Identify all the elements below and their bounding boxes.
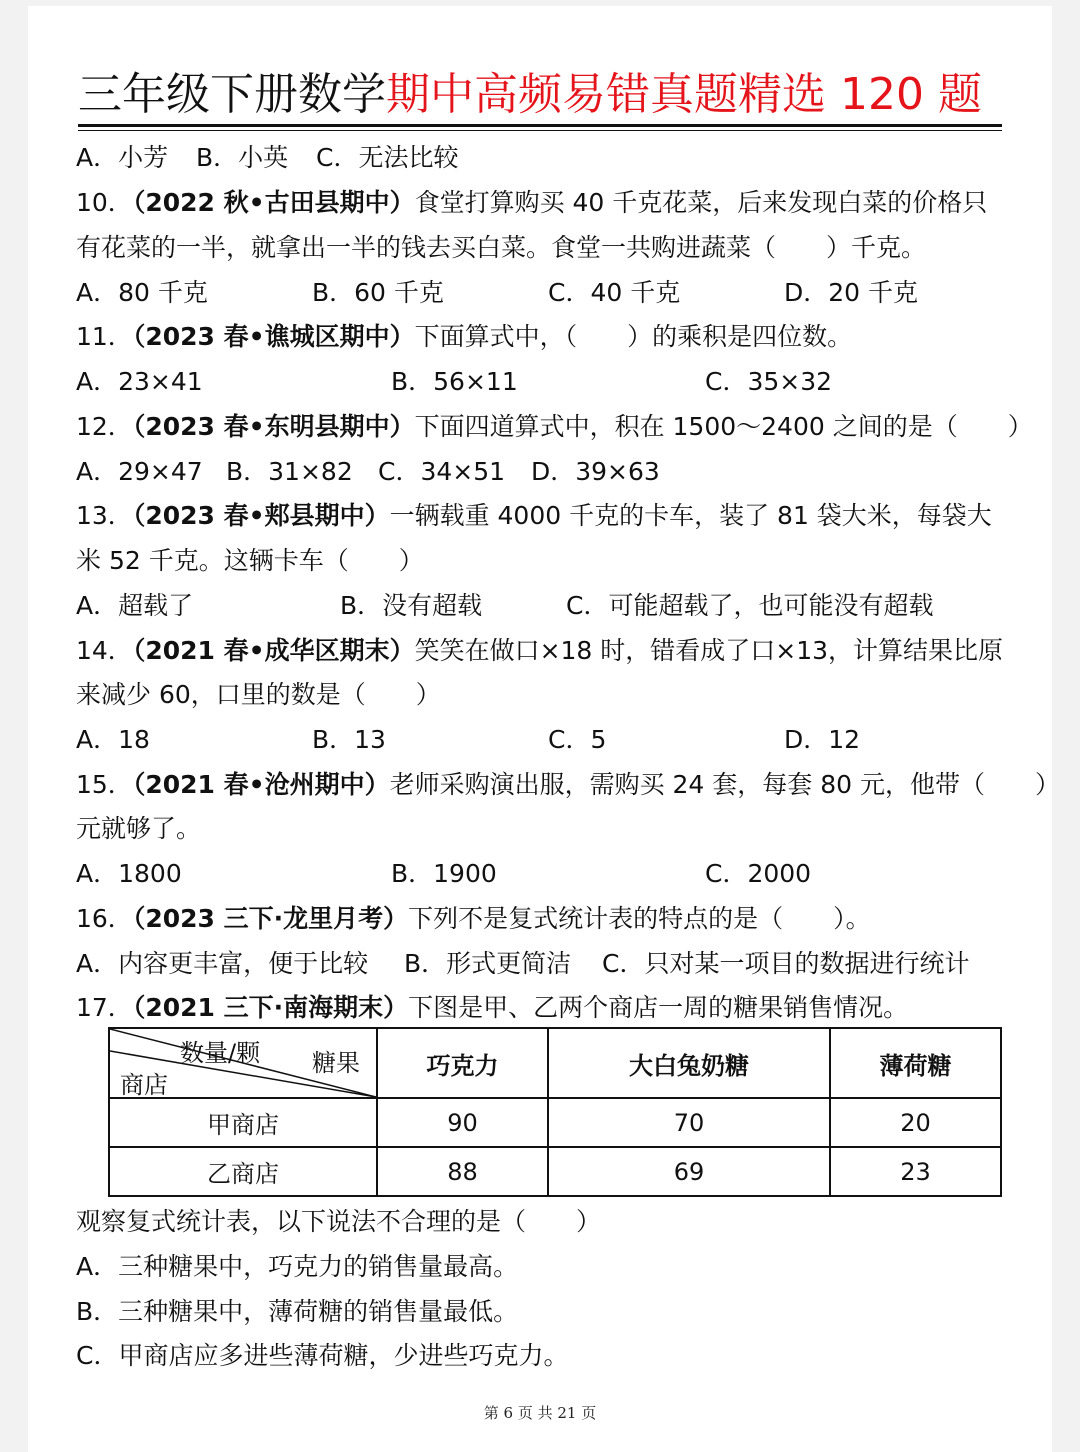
q10-line2: 有花菜的一半，就拿出一半的钱去买白菜。食堂一共购进蔬菜（ ）千克。 [76,233,927,262]
table-cell: 70 [548,1098,830,1147]
q10-text1: 食堂打算购买 40 千克花菜，后来发现白菜的价格只 [414,188,988,217]
q12-line1 [76,409,1033,445]
q15-number: 15． [76,770,133,799]
q12-number: 12． [76,412,133,441]
q10-option-d: D．20 千克 [784,278,919,307]
q10-option-c: C．40 千克 [548,278,681,307]
row-label: 乙商店 [109,1147,377,1196]
q13-option-b: B．没有超载 [340,591,483,620]
q13-number: 13． [76,501,133,530]
table-cell: 88 [377,1147,548,1196]
column-header: 薄荷糖 [830,1028,1001,1098]
table-corner-cell [109,1028,377,1098]
table-row [109,1098,1001,1147]
row-label: 甲商店 [109,1098,377,1147]
q15-option-c: C．2000 [705,859,812,888]
corner-label-candy: 糖果 [312,1049,360,1077]
table-cell: 90 [377,1098,548,1147]
corner-label-quantity: 数量/颗 [180,1039,261,1067]
q12-option-b: B．31×82 [226,457,353,486]
q12-option-d: D．39×63 [531,457,660,486]
q11-option-c: C．35×32 [705,367,833,396]
q14-line1 [76,633,1003,669]
title-rule-thin [78,130,1002,131]
table-row [109,1147,1001,1196]
q17-number: 17． [76,993,133,1022]
corner-label-store: 商店 [120,1071,168,1099]
page-number-footer: 第 6 页 共 21 页 [483,1404,597,1422]
table-cell: 23 [830,1147,1001,1196]
q14-option-d: D．12 [784,725,861,754]
q14-option-c: C．5 [548,725,607,754]
q17-source: （2021 三下·南海期末） [132,993,409,1022]
q14-text1: 笑笑在做口×18 时，错看成了口×13，计算结果比原 [414,636,1004,665]
q10-source: （2022 秋•古田县期中） [132,188,415,217]
q17-option-b: B．三种糖果中，薄荷糖的销售量最低。 [76,1297,519,1326]
q16-line1 [76,901,871,937]
page-title [78,62,1008,128]
q11-text1: 下面算式中，（ ）的乘积是四位数。 [414,322,853,351]
q11-number: 11． [76,322,133,351]
q10-option-a: A．80 千克 [76,278,208,307]
q15-option-a: A．1800 [76,859,182,888]
q9-option-a: A．小芳 [76,143,169,172]
q13-line1 [76,498,992,534]
q14-option-b: B．13 [312,725,386,754]
q17-option-c: C．甲商店应多进些薄荷糖，少进些巧克力。 [76,1341,569,1370]
q16-text1: 下列不是复式统计表的特点的是（ ）。 [408,904,871,933]
title-rule-thick [78,124,1002,127]
q17-option-a: A．三种糖果中，巧克力的销售量最高。 [76,1252,519,1281]
q17-text1: 下图是甲、乙两个商店一周的糖果销售情况。 [408,993,909,1022]
q13-source: （2023 春•郏县期中） [132,501,390,530]
q13-option-a: A．超载了 [76,591,194,620]
q17-line1 [76,990,908,1026]
q10-number: 10． [76,188,133,217]
q9-option-b: B．小英 [196,143,289,172]
q10-line1 [76,185,987,221]
q13-text1: 一辆载重 4000 千克的卡车，装了 81 袋大米，每袋大 [389,501,992,530]
q9-option-c: C．无法比较 [316,143,459,172]
q11-option-a: A．23×41 [76,367,203,396]
q13-line2: 米 52 千克。这辆卡车（ ） [76,546,424,575]
q10-option-b: B．60 千克 [312,278,444,307]
q17-question: 观察复式统计表，以下说法不合理的是（ ） [76,1207,602,1236]
q15-text1: 老师采购演出服，需购买 24 套，每套 80 元，他带（ ） [389,770,1060,799]
q12-option-a: A．29×47 [76,457,203,486]
q12-option-c: C．34×51 [378,457,506,486]
table-cell: 20 [830,1098,1001,1147]
document-page [28,6,1060,1452]
q12-source: （2023 春•东明县期中） [132,412,415,441]
q11-option-b: B．56×11 [391,367,518,396]
q16-option-c: C．只对某一项目的数据进行统计 [602,949,970,978]
q12-text1: 下面四道算式中，积在 1500～2400 之间的是（ ） [414,412,1033,441]
q15-option-b: B．1900 [391,859,497,888]
table-header-row [109,1028,1001,1098]
title-red-part: 期中高频易错真题精选 120 题 [386,69,982,120]
q13-option-c: C．可能超载了，也可能没有超载 [566,591,934,620]
q15-source: （2021 春•沧州期中） [132,770,390,799]
q16-source: （2023 三下·龙里月考） [132,904,409,933]
q11-line1 [76,319,852,355]
q16-option-a: A．内容更丰富，便于比较 [76,949,369,978]
q14-source: （2021 春•成华区期末） [132,636,415,665]
diagonal-header [110,1029,376,1097]
title-black-part: 三年级下册数学 [78,69,386,120]
q15-line2: 元就够了。 [76,814,202,843]
candy-sales-table [108,1027,1002,1197]
column-header: 巧克力 [377,1028,548,1098]
q14-line2: 来减少 60，口里的数是（ ） [76,680,441,709]
column-header: 大白兔奶糖 [548,1028,830,1098]
q14-option-a: A．18 [76,725,150,754]
q16-option-b: B．形式更简洁 [404,949,572,978]
q16-number: 16． [76,904,133,933]
q11-source: （2023 春•谯城区期中） [132,322,415,351]
q14-number: 14． [76,636,133,665]
table-cell: 69 [548,1147,830,1196]
q15-line1 [76,767,1060,803]
